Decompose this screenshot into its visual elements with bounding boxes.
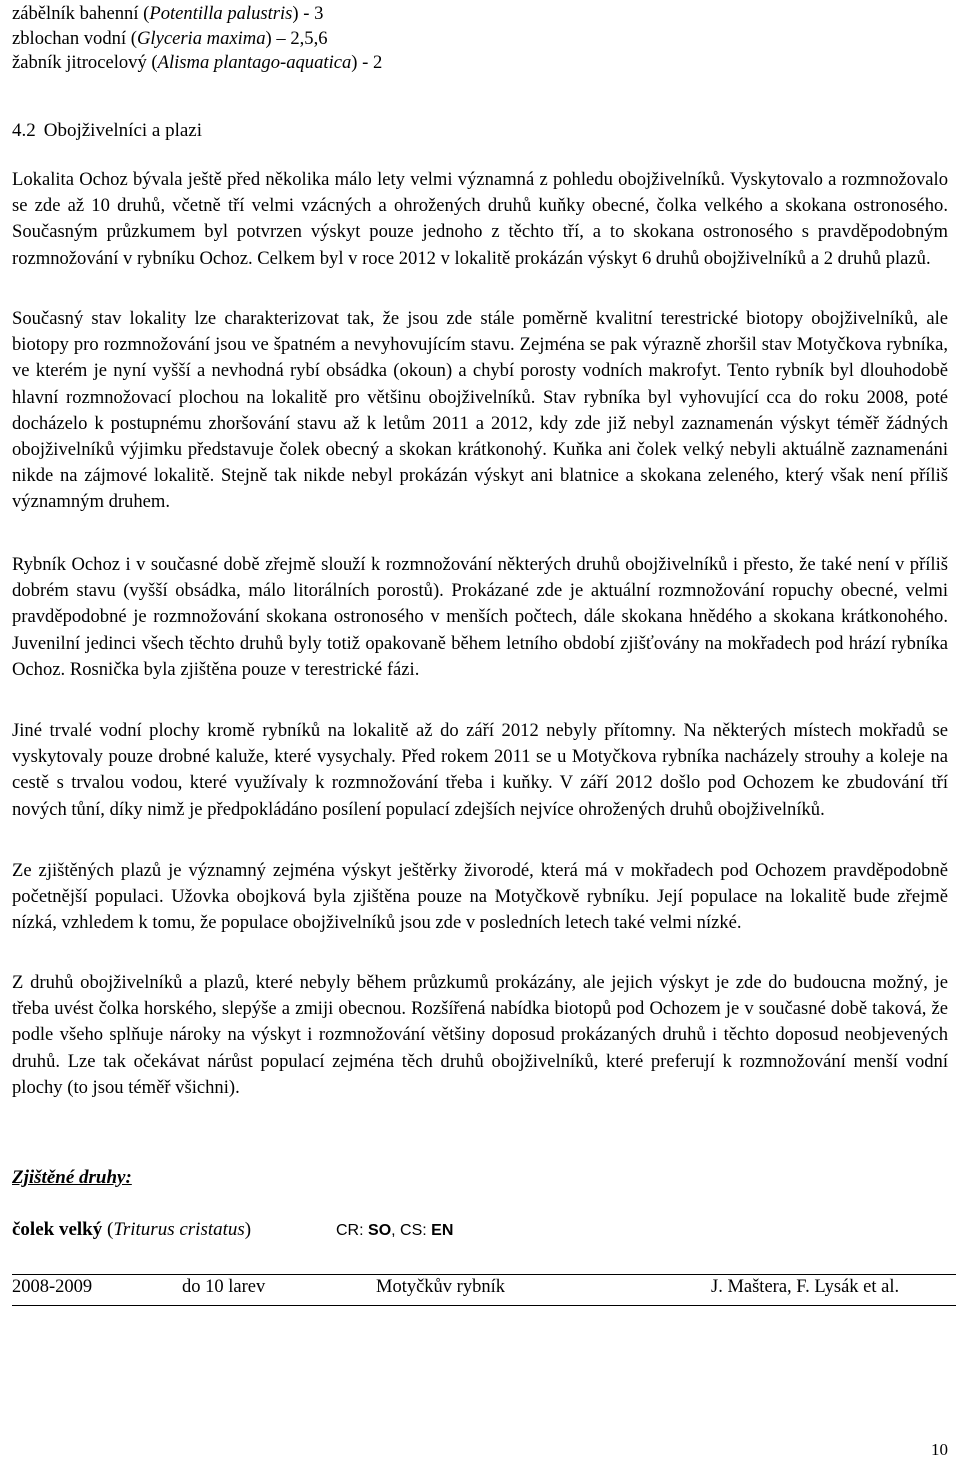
section-title: Obojživelníci a plazi (43, 120, 203, 141)
list-item: zblochan vodní (Glyceria maxima) – 2,5,6 (12, 27, 328, 49)
record-years: 2008-2009 (12, 1277, 93, 1297)
record-count: do 10 larev (182, 1277, 266, 1297)
paragraph-6: Z druhů obojživelníků a plazů, které nebyly během průzkumů prokázány, ale jejich výskyt je zde do budoucna možný, je třeba uvést čolka horského, slepýše a zmiji obecnou. Rozšířená nabídka biotopů pod Ochozem je v současné době taková, že podle všeho splňuje nároky na výskyt i rozmnožování většiny doposud prokázaných druhů i těchto doposud neobjevených druhů. Lze tak očekávat nárůst populací zejména těch druhů obojživelníků, které preferují k rozmnožování menší vodní plochy (to jsou téměř všichni). (12, 972, 948, 1098)
found-species-heading: Zjištěné druhy: (12, 1167, 132, 1188)
section-number: 4.2 (12, 120, 36, 141)
plant-species-list (12, 0, 948, 76)
page-number: 10 (931, 1440, 948, 1459)
paragraph-1: Lokalita Ochoz bývala ještě před několika málo lety velmi významná z pohledu obojživelníků. Vyskytovalo a rozmnožovalo se zde až 10 druhů, včetně tří velmi vzácných a ohrožených druhů kuňky obecné, čolka velkého a skokana ostronosého. Současným průzkumem byl potvrzen výskyt pouze jednoho z těchto tří, a to skokana ostronosého s pravděpodobným rozmnožování v rybníku Ochoz. Celkem byl v roce 2012 v lokalitě prokázán výskyt 6 druhů obojživelníků a 2 druhů plazů. (12, 169, 948, 269)
section-heading (12, 119, 202, 143)
document-page (12, 0, 948, 1297)
table-row (12, 1274, 956, 1306)
paragraph-5: Ze zjištěných plazů je významný zejména výskyt ještěrky živorodé, která má v mokřadech pod Ochozem pravděpodobně početnější populaci. Užovka obojková byla zjištěna pouze na Motyčkově rybníku. Její populace na lokalitě bude zřejmě nízká, vzhledem k tomu, že populace obojživelníků jsou zde v posledních letech také velmi nízké. (12, 860, 948, 934)
paragraph-3: Rybník Ochoz i v současné době zřejmě slouží k rozmnožování některých druhů obojživelníků i přesto, že také není v příliš dobrém stavu (vyšší obsádka, málo litorálních porostů). Prokázané zde je aktuální rozmnožování ropuchy obecné, velmi pravděpodobné je rozmnožování skokana ostronosého v menších počtech, dále skokana hnědého a skokana krátkonohého. Juvenilní jedinci všech těchto druhů byly totiž opakovaně během letního období zjišťovány na mokřadech pod hrází rybníka Ochoz. Rosnička byla zjištěna pouze v terestrické fázi. (12, 554, 948, 680)
species-latin-name: Triturus cristatus (113, 1219, 245, 1240)
species-entry: čolek velký (Triturus cristatus) CR: SO, CS: EN (12, 1219, 454, 1240)
paragraph-4: Jiné trvalé vodní plochy kromě rybníků na lokalitě až do září 2012 nebyly přítomny. Na některých místech mokřadů se vyskytovaly pouze drobné kaluže, které vysychaly. Před rokem 2011 se u Motyčkova rybníka nacházely strouhy a koleje na cestě s trvalou vodou, které využívaly k rozmnožování třeba i kuňky. V září 2012 došlo pod Ochozem ke zbudování tří nových tůní, díky nimž je předpokládáno posílení populací zdejších nejvíce ohrožených druhů obojživelníků. (12, 720, 948, 820)
protection-status: CR: SO, CS: EN (336, 1222, 454, 1239)
list-item: žabník jitrocelový (Alisma plantago-aquatica) - 2 (12, 52, 383, 73)
paragraph-2: Současný stav lokality lze charakterizovat tak, že jsou zde stále poměrně kvalitní terestrické biotopy obojživelníků, ale biotopy pro rozmnožování jsou ve špatném a nevyhovujícím stavu. Zejména se pak výrazně zhoršil stav Motyčkova rybníka, ve kterém je nyní vyšší a nevhodná rybí obsádka (okoun) a chybí porosty vodních makrofyt. Tento rybník byl dlouhodobě hlavní rozmnožovací plochou na lokalitě pro většinu obojživelníků. Stav rybníka byl vyhovující cca do roku 2008, poté docházelo k postupnému zhoršování stavu až k letům 2011 a 2012, kdy zde již nebyl zaznamenán výskyt téměř žádných obojživelníků výjimku představuje čolek obecný a skokan krátkonohý. Kuňka ani čolek velký nebyli aktuálně zaznamenáni nikde na zájmové lokalitě. Stejně tak nikde nebyl prokázán výskyt ani blatnice a skokana zeleného, který však není příliš významným druhem. (12, 308, 948, 513)
record-place: Motyčkův rybník (376, 1277, 505, 1297)
record-authors: J. Maštera, F. Lysák et al. (711, 1277, 900, 1297)
list-item: zábělník bahenní (Potentilla palustris) - 3 (12, 3, 324, 24)
species-name: čolek velký (12, 1219, 103, 1240)
